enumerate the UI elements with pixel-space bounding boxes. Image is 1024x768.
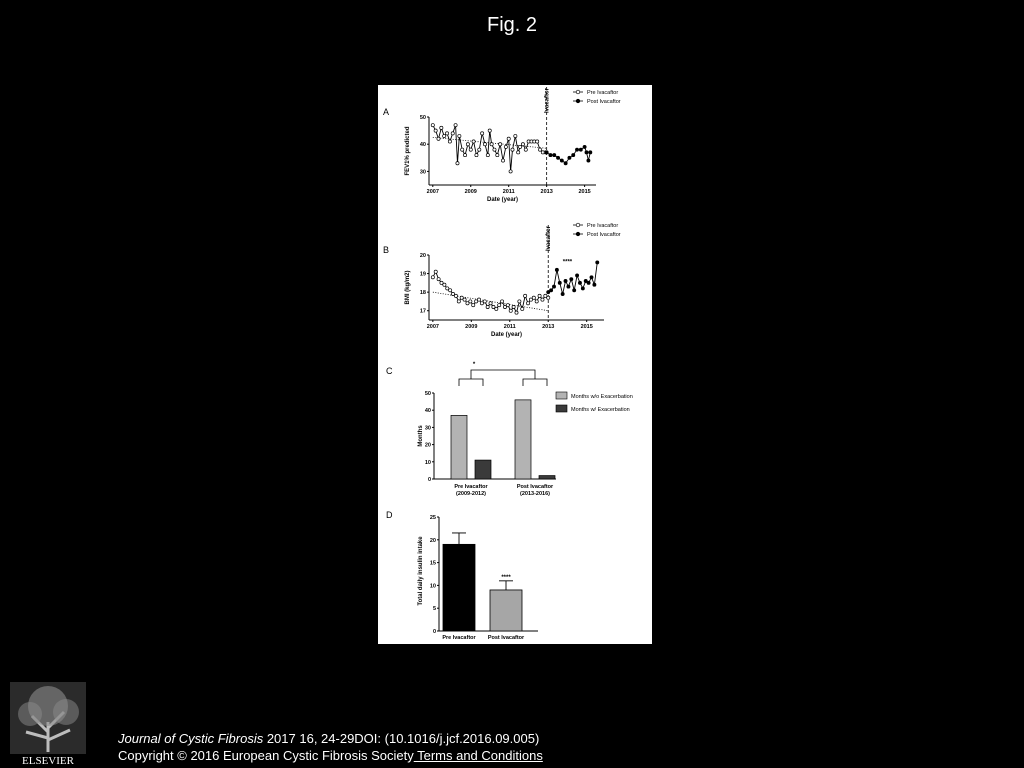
data-point-B-0 [472, 304, 475, 307]
data-point-A-1 [564, 162, 567, 165]
data-point-A-0 [483, 143, 486, 146]
legend-marker-B [576, 223, 580, 227]
ivacaftor-line-label-B: Ivacaftor [546, 225, 553, 251]
y-tick-label-B: 18 [419, 290, 426, 297]
data-point-A-0 [518, 145, 521, 148]
legend-marker-A [576, 99, 580, 103]
data-point-B-0 [469, 300, 472, 303]
x-tick-label-A: 2007 [426, 189, 439, 195]
data-point-B-0 [506, 304, 509, 307]
figure-title: Fig. 2 [486, 14, 538, 36]
x-tick-label-A: 2011 [502, 189, 515, 195]
significance-D: **** [501, 574, 511, 581]
data-point-A-0 [486, 153, 489, 156]
data-point-B-1 [575, 274, 578, 277]
significance-B: **** [562, 259, 573, 266]
data-point-A-0 [443, 134, 446, 137]
data-point-A-0 [496, 153, 499, 156]
data-point-A-0 [488, 129, 491, 132]
logo-tree-canopy-left [18, 702, 42, 726]
data-point-A-0 [445, 132, 448, 135]
data-point-B-1 [561, 292, 564, 295]
data-point-A-0 [509, 170, 512, 173]
category-label-C: Pre Ivacaftor [454, 484, 488, 490]
bar-C-0-1 [475, 460, 491, 479]
y-tick-label-C: 50 [424, 391, 431, 397]
copyright-text: Copyright © 2016 European Cystic Fibrosis Society [118, 748, 414, 763]
data-point-A-0 [463, 153, 466, 156]
data-point-B-1 [558, 281, 561, 284]
data-point-B-1 [564, 279, 567, 282]
data-point-A-1 [579, 148, 582, 151]
data-point-B-0 [495, 307, 498, 310]
logo-tree-canopy-right [53, 699, 79, 725]
data-point-A-0 [437, 137, 440, 140]
legend-label-C: Months w/o Exacerbation [571, 394, 633, 400]
data-point-B-0 [500, 300, 503, 303]
data-point-A-0 [475, 153, 478, 156]
data-point-A-0 [440, 126, 443, 129]
data-point-A-0 [490, 143, 493, 146]
data-point-A-0 [458, 134, 461, 137]
figure-panel [378, 85, 652, 644]
data-point-B-1 [578, 281, 581, 284]
category-label-C: (2009-2012) [456, 491, 486, 497]
legend-label-B: Pre Ivacaftor [587, 223, 619, 229]
data-point-A-1 [585, 151, 588, 154]
data-point-B-0 [521, 307, 524, 310]
x-tick-label-B: 2007 [426, 324, 439, 330]
category-label-C: (2013-2016) [520, 491, 550, 497]
data-point-B-0 [526, 302, 529, 305]
data-point-B-0 [524, 294, 527, 297]
data-point-A-0 [536, 140, 539, 143]
x-tick-label-B: 2011 [503, 324, 516, 330]
data-point-B-1 [555, 268, 558, 271]
group-bracket-C [459, 379, 483, 386]
data-point-A-0 [448, 140, 451, 143]
legend-label-A: Pre Ivacaftor [587, 90, 619, 96]
category-label-C: Post Ivacaftor [516, 484, 554, 490]
data-point-B-0 [509, 309, 512, 312]
bar-C-1-1 [539, 476, 555, 479]
figure-svg [378, 85, 652, 644]
data-point-B-0 [477, 298, 480, 301]
y-tick-label-C: 20 [424, 442, 431, 449]
data-point-B-0 [489, 302, 492, 305]
data-point-A-1 [589, 151, 592, 154]
elsevier-logo [10, 682, 86, 766]
legend-label-C: Months w/ Exacerbation [571, 407, 630, 413]
data-point-B-0 [498, 304, 501, 307]
logo-wordmark: ELSEVIER [22, 755, 74, 766]
y-tick-label-D: 20 [429, 537, 436, 544]
data-point-B-1 [567, 285, 570, 288]
data-point-B-1 [590, 276, 593, 279]
journal-name: Journal of Cystic Fibrosis [118, 731, 264, 746]
data-point-B-1 [570, 278, 573, 281]
data-point-A-1 [583, 145, 586, 148]
y-tick-label-D: 25 [429, 515, 436, 521]
data-point-B-1 [550, 289, 553, 292]
data-point-B-0 [486, 305, 489, 308]
y-tick-label-D: 10 [429, 583, 436, 590]
legend-marker-B [576, 232, 580, 236]
data-point-A-1 [560, 159, 563, 162]
y-tick-label-D: 0 [432, 629, 436, 635]
data-point-B-1 [581, 287, 584, 290]
y-tick-label-C: 30 [424, 425, 431, 432]
bar-D-0 [443, 544, 475, 631]
y-tick-label-B: 20 [419, 253, 426, 259]
data-point-A-0 [431, 124, 434, 127]
data-point-A-0 [511, 148, 514, 151]
category-label-D: Post Ivacaftor [487, 635, 525, 641]
data-point-A-0 [517, 151, 520, 154]
ivacaftor-line-label-A: Ivacaftor [544, 87, 551, 113]
data-point-B-0 [483, 300, 486, 303]
data-point-B-0 [512, 305, 515, 308]
bar-D-1 [490, 590, 522, 631]
data-point-A-0 [478, 148, 481, 151]
data-point-A-1 [587, 159, 590, 162]
data-point-A-1 [556, 156, 559, 159]
terms-and-conditions-link[interactable]: Terms and Conditions [413, 748, 543, 763]
data-point-A-0 [481, 132, 484, 135]
panel-label-D: D [386, 510, 393, 520]
citation-details: 2017 16, 24-29DOI: (10.1016/j.jcf.2016.09.005) [263, 731, 540, 746]
data-point-A-0 [456, 162, 459, 165]
data-point-B-0 [535, 300, 538, 303]
data-point-B-0 [449, 289, 452, 292]
data-point-A-0 [493, 148, 496, 151]
data-point-B-0 [518, 300, 521, 303]
data-point-B-1 [552, 285, 555, 288]
data-point-A-1 [553, 153, 556, 156]
data-point-A-0 [472, 140, 475, 143]
data-point-B-0 [515, 311, 518, 314]
y-tick-label-A: 40 [419, 142, 426, 149]
x-tick-label-A: 2009 [464, 189, 477, 195]
comparison-bracket-C [471, 370, 535, 379]
data-point-A-0 [521, 143, 524, 146]
citation-block [118, 730, 543, 764]
data-point-B-0 [443, 283, 446, 286]
group-bracket-C [523, 379, 547, 386]
data-point-B-0 [532, 296, 535, 299]
data-point-A-0 [538, 148, 541, 151]
data-point-B-1 [596, 261, 599, 264]
data-point-A-1 [575, 148, 578, 151]
x-tick-label-B: 2015 [580, 324, 593, 330]
data-point-B-1 [587, 281, 590, 284]
y-tick-label-B: 19 [419, 271, 426, 278]
category-label-D: Pre Ivacaftor [442, 635, 476, 641]
data-point-A-1 [572, 153, 575, 156]
data-point-B-1 [593, 283, 596, 286]
data-point-B-0 [547, 296, 550, 299]
data-point-A-0 [501, 159, 504, 162]
data-point-B-0 [431, 276, 434, 279]
data-point-A-0 [466, 143, 469, 146]
y-axis-title-C: Months [418, 425, 424, 447]
data-point-A-0 [461, 148, 464, 151]
y-tick-label-C: 40 [424, 408, 431, 415]
panel-label-C: C [386, 366, 393, 376]
y-tick-label-C: 0 [427, 477, 431, 483]
data-point-A-0 [451, 132, 454, 135]
y-tick-label-B: 17 [419, 308, 426, 315]
data-point-A-0 [454, 124, 457, 127]
significance-C: * [472, 362, 476, 368]
data-point-B-0 [434, 270, 437, 273]
y-tick-label-A: 30 [419, 169, 426, 176]
panel-label-B: B [383, 245, 390, 255]
legend-label-A: Post Ivacaftor [587, 99, 621, 105]
y-tick-label-A: 50 [419, 115, 426, 121]
x-axis-title-A: Date (year) [486, 197, 519, 203]
data-point-A-0 [524, 148, 527, 151]
data-point-A-0 [499, 143, 502, 146]
x-tick-label-A: 2015 [578, 189, 591, 195]
panel-label-A: A [383, 107, 390, 117]
data-point-A-0 [469, 148, 472, 151]
data-point-A-1 [568, 156, 571, 159]
data-point-A-0 [514, 134, 517, 137]
legend-swatch-C [556, 405, 567, 412]
y-tick-label-D: 5 [432, 606, 436, 613]
legend-swatch-C [556, 392, 567, 399]
bar-C-0-0 [451, 415, 467, 479]
y-tick-label-D: 15 [429, 560, 436, 567]
x-tick-label-A: 2013 [540, 189, 553, 195]
y-tick-label-C: 10 [424, 459, 431, 466]
data-point-B-0 [538, 294, 541, 297]
data-point-B-0 [454, 294, 457, 297]
y-axis-title-B: BMI (kg/m2) [405, 270, 411, 305]
copyright-line [118, 747, 543, 764]
data-point-B-0 [463, 298, 466, 301]
x-tick-label-B: 2009 [465, 324, 478, 330]
data-point-A-0 [434, 129, 437, 132]
x-axis-title-B: Date (year) [490, 332, 523, 338]
data-point-A-1 [545, 151, 548, 154]
y-axis-title-A: FEV1% predicted [405, 126, 411, 176]
data-point-B-0 [437, 278, 440, 281]
data-point-A-0 [504, 145, 507, 148]
x-tick-label-B: 2013 [542, 324, 555, 330]
y-axis-title-D: Total daily insulin intake [418, 536, 424, 606]
data-point-A-0 [507, 137, 510, 140]
data-point-B-0 [541, 298, 544, 301]
legend-marker-A [576, 90, 580, 94]
data-point-B-1 [573, 289, 576, 292]
citation-line [118, 730, 543, 747]
data-point-A-1 [549, 153, 552, 156]
bar-C-1-0 [515, 400, 531, 479]
legend-label-B: Post Ivacaftor [587, 232, 621, 238]
data-point-B-0 [457, 300, 460, 303]
